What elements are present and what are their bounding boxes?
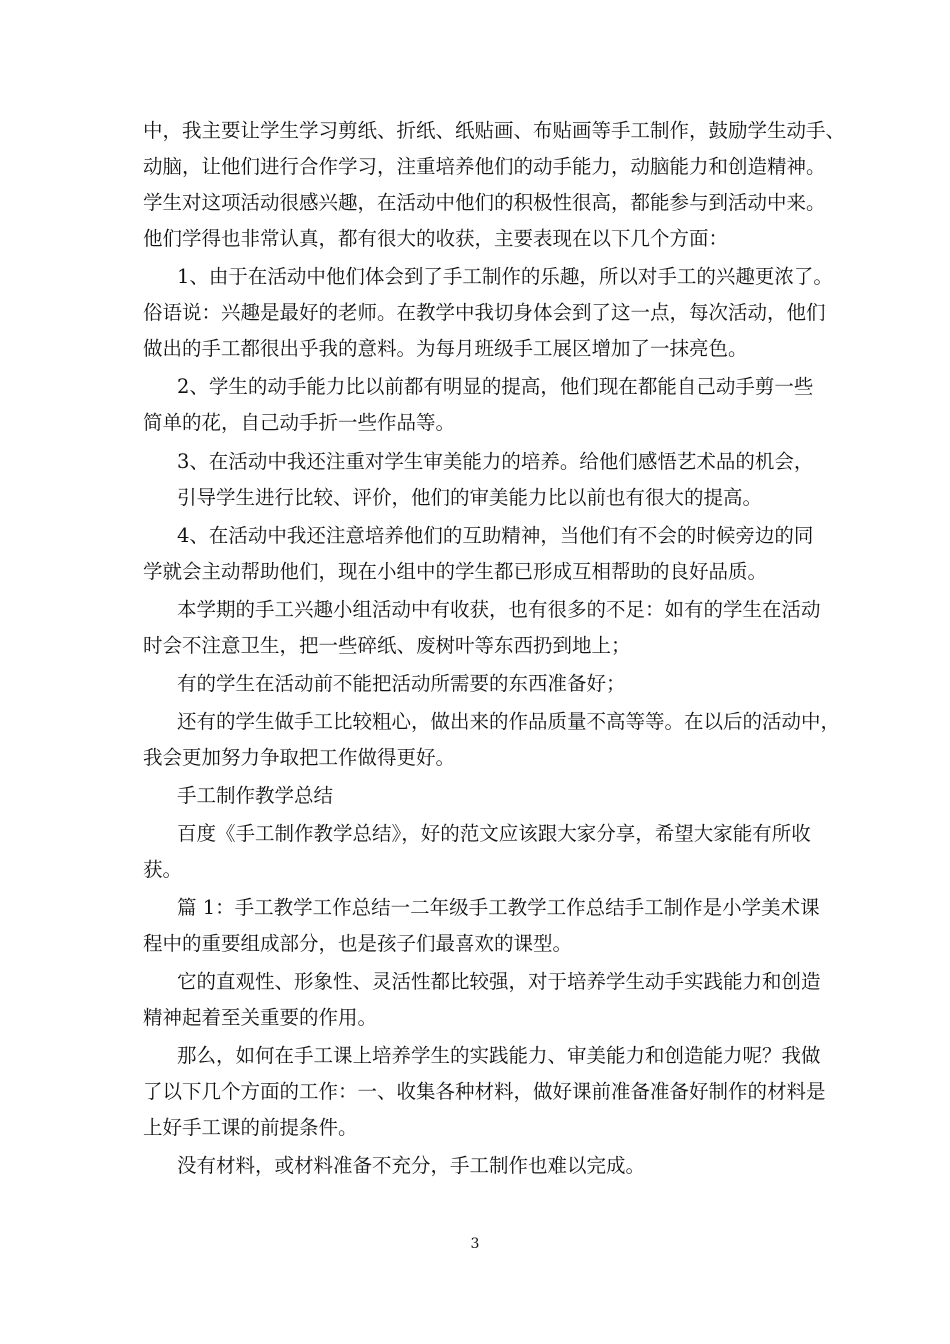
text-line: 4、在活动中我还注意培养他们的互助精神，当他们有不会的时候旁边的同 — [177, 524, 814, 547]
text-line: 简单的花，自己动手折一些作品等。 — [143, 411, 456, 434]
text-line: 还有的学生做手工比较粗心，做出来的作品质量不高等等。在以后的活动中， — [177, 710, 841, 733]
section-heading: 手工制作教学总结 — [177, 784, 334, 807]
text-line: 2、学生的动手能力比以前都有明显的提高，他们现在都能自己动手剪一些 — [177, 375, 814, 398]
text-line: 俗语说：兴趣是最好的老师。在教学中我切身体会到了这一点，每次活动，他们 — [143, 301, 826, 324]
text-line: 本学期的手工兴趣小组活动中有收获，也有很多的不足：如有的学生在活动 — [177, 598, 821, 621]
text-line: 篇 1：手工教学工作总结一二年级手工教学工作总结手工制作是小学美术课 — [177, 896, 820, 919]
text-line: 程中的重要组成部分，也是孩子们最喜欢的课型。 — [143, 932, 573, 955]
text-line: 做出的手工都很出乎我的意料。为每月班级手工展区增加了一抹亮色。 — [143, 337, 748, 360]
text-line: 没有材料，或材料准备不充分，手工制作也难以完成。 — [177, 1154, 646, 1177]
text-line: 我会更加努力争取把工作做得更好。 — [143, 746, 456, 769]
text-line: 它的直观性、形象性、灵活性都比较强，对于培养学生动手实践能力和创造 — [177, 970, 821, 993]
text-line: 中，我主要让学生学习剪纸、折纸、纸贴画、布贴画等手工制作，鼓励学生动手、 — [143, 119, 846, 142]
text-line: 了以下几个方面的工作：一、收集各种材料，做好课前准备准备好制作的材料是 — [143, 1080, 826, 1103]
text-line: 有的学生在活动前不能把活动所需要的东西准备好； — [177, 672, 626, 695]
text-line: 学就会主动帮助他们，现在小组中的学生都已形成互相帮助的良好品质。 — [143, 560, 768, 583]
text-line: 3、在活动中我还注重对学生审美能力的培养。给他们感悟艺术品的机会， — [177, 450, 814, 473]
page-number: 3 — [470, 1236, 480, 1252]
text-line: 那么，如何在手工课上培养学生的实践能力、审美能力和创造能力呢？我做 — [177, 1044, 821, 1067]
text-line: 时会不注意卫生，把一些碎纸、废树叶等东西扔到地上； — [143, 634, 631, 657]
text-line: 精神起着至关重要的作用。 — [143, 1006, 378, 1029]
text-line: 引导学生进行比较、评价，他们的审美能力比以前也有很大的提高。 — [177, 486, 763, 509]
text-line: 动脑，让他们进行合作学习，注重培养他们的动手能力，动脑能力和创造精神。 — [143, 155, 826, 178]
text-line: 获。 — [143, 858, 183, 881]
text-line: 百度《手工制作教学总结》，好的范文应该跟大家分享，希望大家能有所收 — [177, 822, 811, 845]
text-line: 上好手工课的前提条件。 — [143, 1116, 358, 1139]
text-line: 他们学得也非常认真，都有很大的收获，主要表现在以下几个方面： — [143, 227, 729, 250]
text-line: 学生对这项活动很感兴趣，在活动中他们的积极性很高，都能参与到活动中来。 — [143, 191, 826, 214]
text-line: 1、由于在活动中他们体会到了手工制作的乐趣，所以对手工的兴趣更浓了。 — [177, 265, 833, 288]
